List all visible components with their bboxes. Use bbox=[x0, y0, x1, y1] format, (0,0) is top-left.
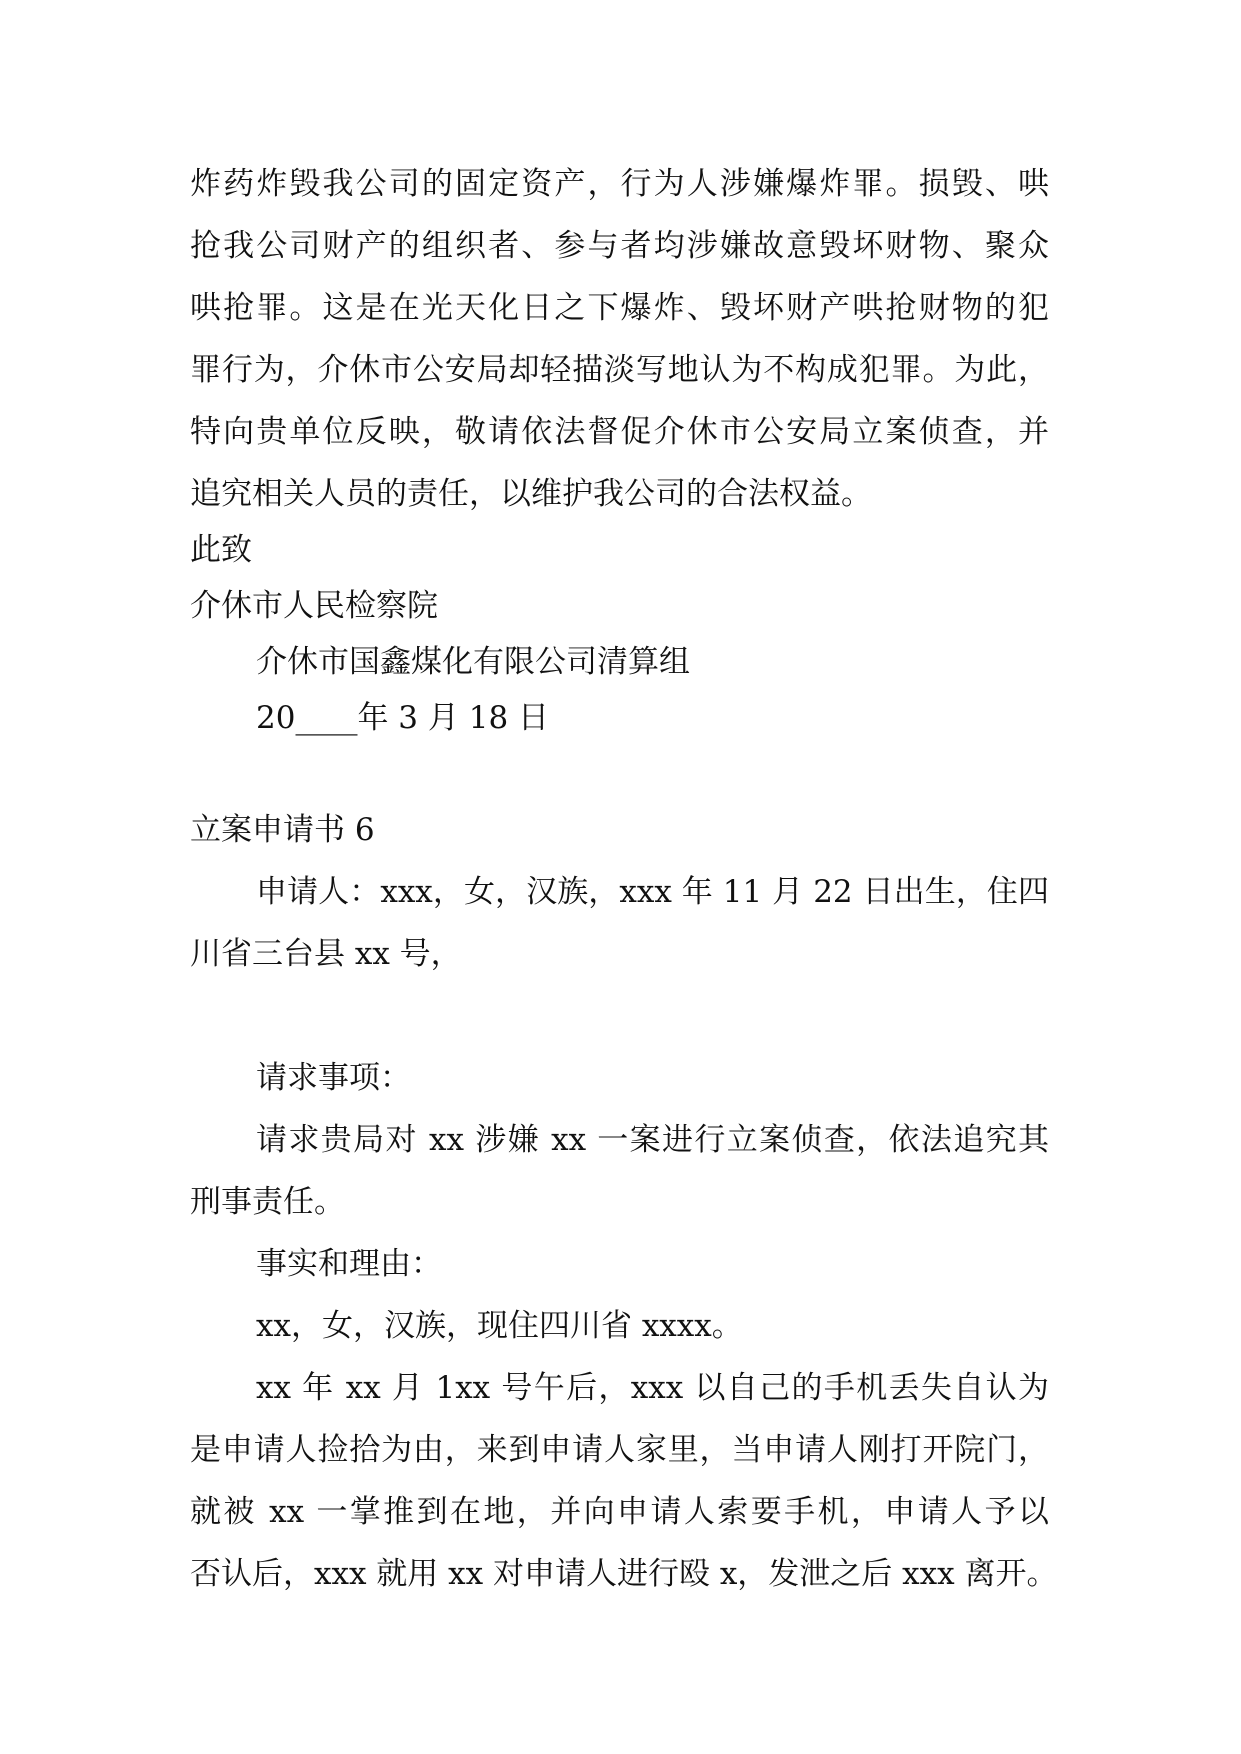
facts-line: 否认后，xxx 就用 xx 对申请人进行殴 x，发泄之后 xxx 离开。 bbox=[190, 1556, 1058, 1592]
paragraph-line: 追究相关人员的责任，以维护我公司的合法权益。 bbox=[190, 476, 872, 512]
request-heading: 请求事项： bbox=[256, 1060, 411, 1096]
facts-line: 是申请人捡拾为由，来到申请人家里，当申请人刚打开院门， bbox=[190, 1432, 1049, 1468]
request-line: 请求贵局对 xx 涉嫌 xx 一案进行立案侦查，依法追究其 bbox=[256, 1122, 1049, 1158]
recipient: 介休市人民检察院 bbox=[190, 588, 438, 624]
paragraph-line: 哄抢罪。这是在光天化日之下爆炸、毁坏财产哄抢财物的犯 bbox=[190, 290, 1049, 326]
facts-line: 就被 xx 一掌推到在地，并向申请人索要手机，申请人予以 bbox=[190, 1494, 1049, 1530]
paragraph-line: 炸药炸毁我公司的固定资产，行为人涉嫌爆炸罪。损毁、哄 bbox=[190, 166, 1049, 202]
salutation: 此致 bbox=[190, 532, 252, 568]
applicant-line: 川省三台县 xx 号， bbox=[190, 936, 462, 972]
date: 20____年 3 月 18 日 bbox=[256, 700, 550, 736]
request-line: 刑事责任。 bbox=[190, 1184, 345, 1220]
applicant-line: 申请人：xxx，女，汉族，xxx 年 11 月 22 日出生，住四 bbox=[256, 874, 1049, 910]
paragraph-line: 抢我公司财产的组织者、参与者均涉嫌故意毁坏财物、聚众 bbox=[190, 228, 1049, 264]
facts-intro: xx，女，汉族，现住四川省 xxxx。 bbox=[256, 1308, 743, 1344]
paragraph-line: 特向贵单位反映，敬请依法督促介休市公安局立案侦查，并 bbox=[190, 414, 1049, 450]
facts-heading: 事实和理由： bbox=[256, 1246, 442, 1282]
paragraph-line: 罪行为，介休市公安局却轻描淡写地认为不构成犯罪。为此， bbox=[190, 352, 1049, 388]
sender: 介休市国鑫煤化有限公司清算组 bbox=[256, 644, 690, 680]
document-title: 立案申请书 6 bbox=[190, 812, 375, 848]
facts-line: xx 年 xx 月 1xx 号午后，xxx 以自己的手机丢失自认为 bbox=[256, 1370, 1049, 1406]
